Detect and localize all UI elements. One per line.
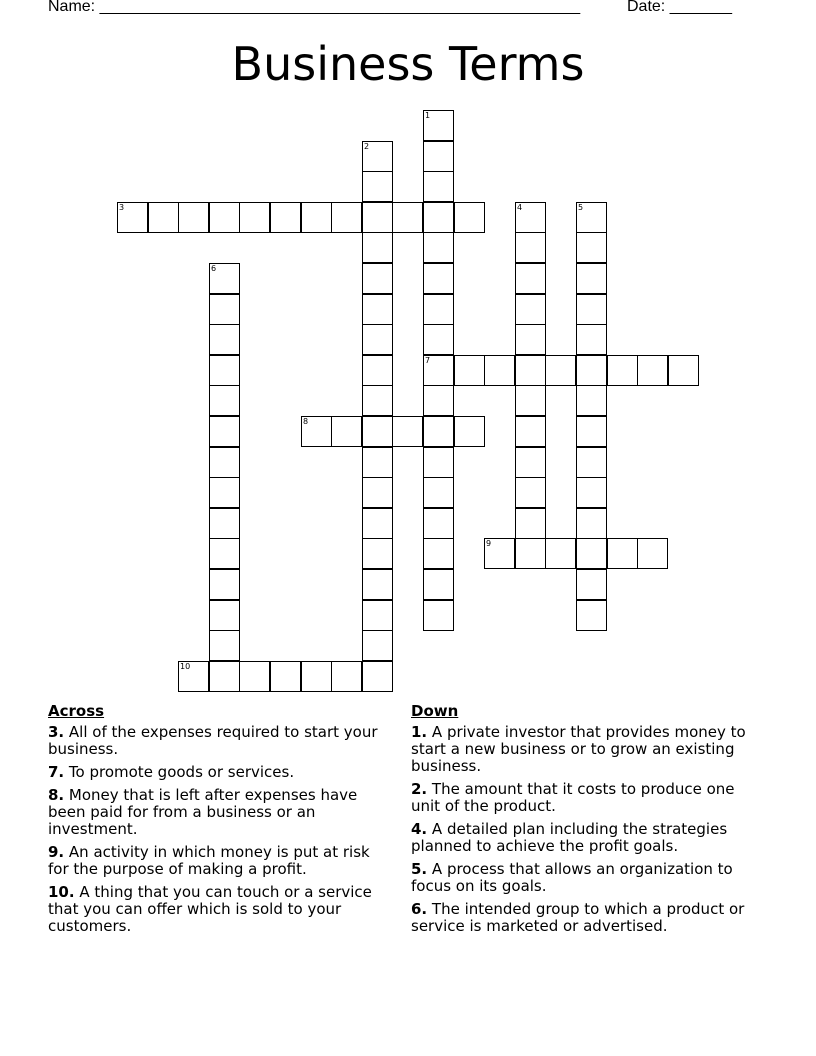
grid-cell[interactable] (454, 355, 485, 386)
grid-cell[interactable] (209, 324, 240, 355)
grid-cell[interactable] (423, 263, 454, 294)
grid-cell[interactable] (362, 600, 393, 631)
clue-across-8: 8. Money that is left after expenses have been paid for from a business or an investment. (48, 786, 358, 838)
grid-cell[interactable] (423, 324, 454, 355)
grid-cell[interactable] (423, 600, 454, 631)
clue-number: 3 (119, 203, 125, 212)
grid-cell[interactable] (637, 355, 668, 386)
grid-cell[interactable] (362, 508, 393, 539)
grid-cell[interactable] (576, 477, 607, 508)
grid-cell[interactable] (270, 202, 301, 233)
grid-cell[interactable] (209, 416, 240, 447)
grid-cell[interactable] (484, 355, 515, 386)
grid-cell[interactable] (515, 508, 546, 539)
grid-cell[interactable] (515, 538, 546, 569)
grid-cell[interactable] (362, 630, 393, 661)
clue-across-7: 7. To promote goods or services. (48, 763, 295, 781)
grid-cell[interactable] (301, 202, 332, 233)
grid-cell[interactable] (515, 385, 546, 416)
grid-cell[interactable] (515, 263, 546, 294)
grid-cell[interactable] (148, 202, 179, 233)
clue-down-5: 5. A process that allows an organization to focus on its goals. (411, 860, 733, 895)
grid-cell[interactable] (515, 447, 546, 478)
grid-cell[interactable] (454, 416, 485, 447)
clue-across-10: 10. A thing that you can touch or a service that you can offer which is sold to your customers. (48, 883, 372, 935)
grid-cell[interactable] (423, 171, 454, 202)
grid-cell[interactable] (209, 355, 240, 386)
grid-cell[interactable] (515, 416, 546, 447)
grid-cell[interactable] (576, 508, 607, 539)
grid-cell[interactable] (576, 447, 607, 478)
grid-cell[interactable] (117, 202, 148, 233)
grid-cell[interactable] (362, 569, 393, 600)
grid-cell[interactable] (362, 538, 393, 569)
across-heading: Across (48, 702, 105, 720)
down-heading: Down (411, 702, 459, 720)
grid-cell[interactable] (637, 538, 668, 569)
grid-cell[interactable] (362, 416, 393, 447)
clue-across-9: 9. An activity in which money is put at risk for the purpose of making a profit. (48, 843, 370, 878)
grid-cell[interactable] (423, 202, 454, 233)
grid-cell[interactable] (362, 232, 393, 263)
grid-cell[interactable] (270, 661, 301, 692)
grid-cell[interactable] (209, 630, 240, 661)
grid-cell[interactable] (423, 508, 454, 539)
grid-cell[interactable] (423, 385, 454, 416)
grid-cell[interactable] (423, 355, 454, 386)
grid-cell[interactable] (515, 477, 546, 508)
grid-cell[interactable] (362, 141, 393, 172)
clue-number: 6 (211, 264, 217, 273)
clue-across-3: 3. All of the expenses required to start your business. (48, 723, 378, 758)
grid-cell[interactable] (209, 385, 240, 416)
grid-cell[interactable] (423, 232, 454, 263)
date-line: Date: _______ (627, 0, 732, 15)
clue-down-2: 2. The amount that it costs to produce one unit of the product. (411, 780, 735, 815)
grid-cell[interactable] (239, 661, 270, 692)
grid-cell[interactable] (545, 355, 576, 386)
clue-number: 7 (425, 356, 431, 365)
grid-cell[interactable] (209, 477, 240, 508)
clue-number: 8 (303, 417, 309, 426)
grid-cell[interactable] (209, 661, 240, 692)
grid-cell[interactable] (362, 202, 393, 233)
grid-cell[interactable] (362, 294, 393, 325)
grid-cell[interactable] (362, 661, 393, 692)
grid-cell[interactable] (515, 294, 546, 325)
grid-cell[interactable] (484, 538, 515, 569)
grid-cell[interactable] (331, 416, 362, 447)
grid-cell[interactable] (301, 661, 332, 692)
grid-cell[interactable] (545, 538, 576, 569)
grid-cell[interactable] (209, 569, 240, 600)
grid-cell[interactable] (423, 569, 454, 600)
grid-cell[interactable] (209, 202, 240, 233)
grid-cell[interactable] (362, 355, 393, 386)
clue-number: 4 (517, 203, 523, 212)
grid-cell[interactable] (576, 538, 607, 569)
grid-cell[interactable] (239, 202, 270, 233)
grid-cell[interactable] (423, 416, 454, 447)
grid-cell[interactable] (178, 202, 209, 233)
grid-cell[interactable] (515, 355, 546, 386)
grid-cell[interactable] (576, 294, 607, 325)
grid-cell[interactable] (209, 600, 240, 631)
grid-cell[interactable] (209, 294, 240, 325)
grid-cell[interactable] (209, 538, 240, 569)
grid-cell[interactable] (392, 416, 423, 447)
grid-cell[interactable] (576, 324, 607, 355)
grid-cell[interactable] (576, 232, 607, 263)
grid-cell[interactable] (423, 294, 454, 325)
grid-cell[interactable] (178, 661, 209, 692)
page-title: Business Terms (231, 37, 585, 91)
grid-cell[interactable] (576, 355, 607, 386)
grid-cell[interactable] (576, 569, 607, 600)
grid-cell[interactable] (515, 324, 546, 355)
grid-cell[interactable] (362, 385, 393, 416)
clue-number: 2 (364, 142, 370, 151)
grid-cell[interactable] (576, 202, 607, 233)
clue-number: 10 (180, 662, 191, 671)
grid-cell[interactable] (576, 385, 607, 416)
name-line: Name: ______________________________________________________ (48, 0, 581, 15)
grid-cell[interactable] (362, 324, 393, 355)
grid-cell[interactable] (576, 416, 607, 447)
across-clues (48, 702, 393, 941)
grid-cell[interactable] (515, 202, 546, 233)
grid-cell[interactable] (362, 263, 393, 294)
grid-cell[interactable] (454, 202, 485, 233)
clue-down-6: 6. The intended group to which a product or service is marketed or advertised. (411, 900, 745, 935)
grid-cell[interactable] (423, 447, 454, 478)
grid-cell[interactable] (209, 447, 240, 478)
grid-cell[interactable] (331, 661, 362, 692)
grid-cell[interactable] (423, 538, 454, 569)
grid-cell[interactable] (362, 477, 393, 508)
grid-cell[interactable] (607, 538, 638, 569)
grid-cell[interactable] (515, 232, 546, 263)
grid-cell[interactable] (668, 355, 699, 386)
grid-cell[interactable] (392, 202, 423, 233)
grid-cell[interactable] (209, 508, 240, 539)
down-clues (411, 702, 756, 941)
clue-down-4: 4. A detailed plan including the strategies planned to achieve the profit goals. (411, 820, 728, 855)
grid-cell[interactable] (576, 600, 607, 631)
clue-number: 9 (486, 539, 492, 548)
grid-cell[interactable] (301, 416, 332, 447)
grid-cell[interactable] (209, 263, 240, 294)
grid-cell[interactable] (607, 355, 638, 386)
clue-number: 1 (425, 111, 431, 120)
grid-cell[interactable] (362, 447, 393, 478)
grid-cell[interactable] (423, 110, 454, 141)
clue-number: 5 (578, 203, 584, 212)
grid-cell[interactable] (576, 263, 607, 294)
grid-cell[interactable] (423, 141, 454, 172)
grid-cell[interactable] (331, 202, 362, 233)
clue-down-1: 1. A private investor that provides money to start a new business or to grow an existing business. (411, 723, 746, 775)
grid-cell[interactable] (362, 171, 393, 202)
grid-cell[interactable] (423, 477, 454, 508)
